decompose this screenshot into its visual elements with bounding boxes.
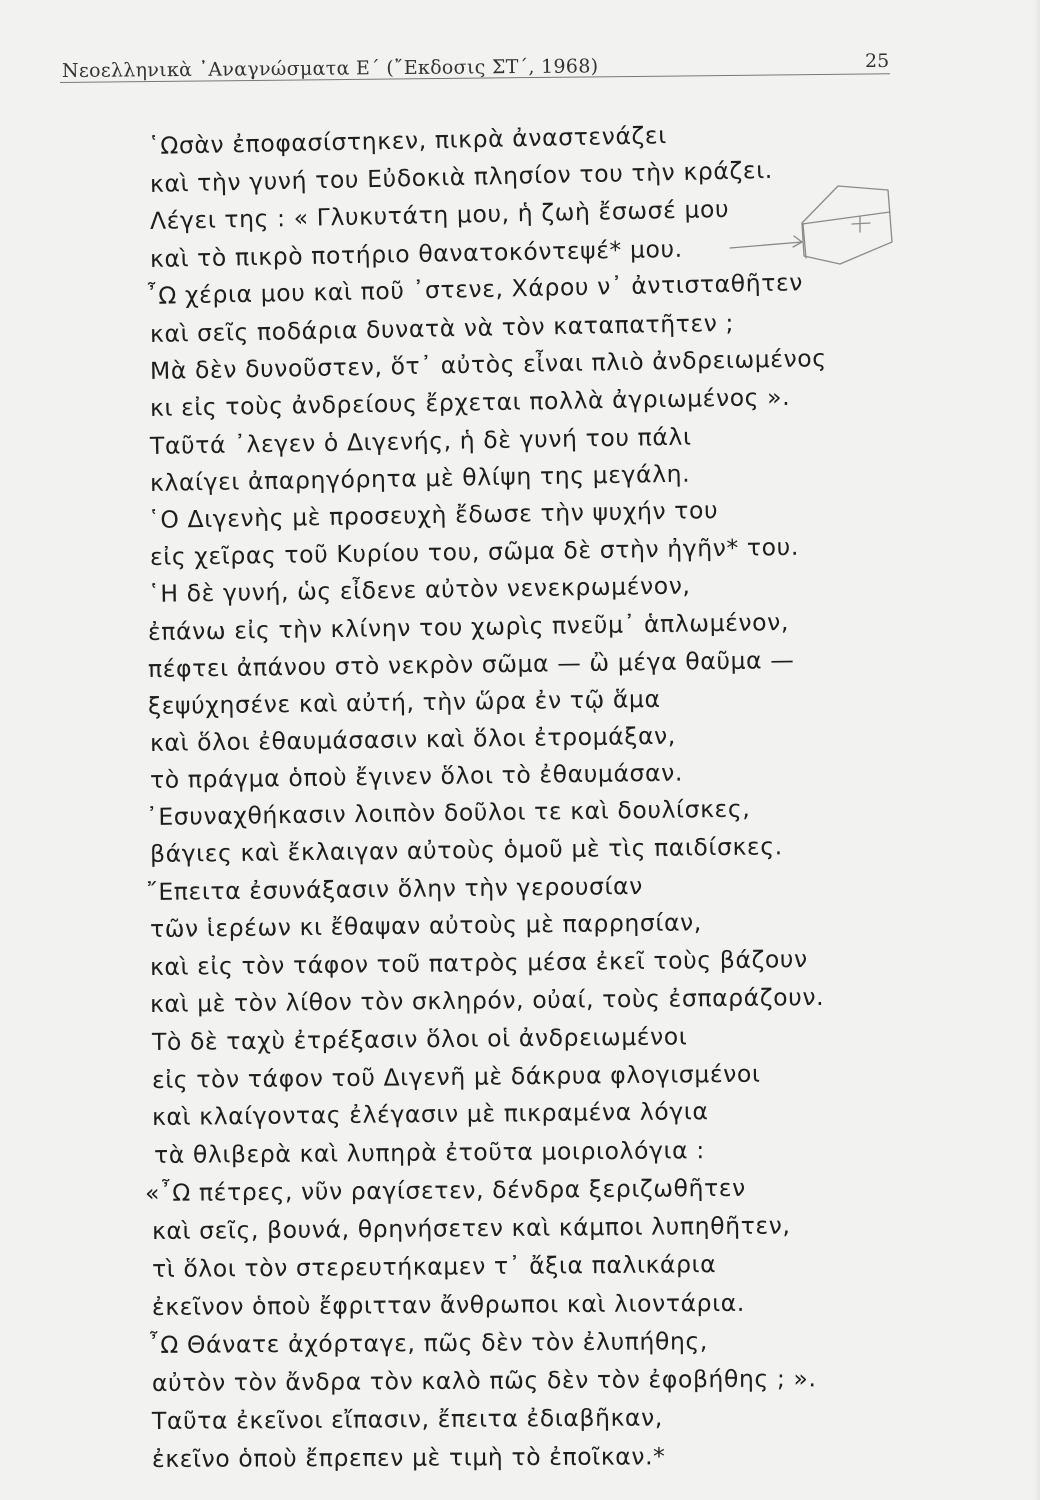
poem-line: ἐκεῖνον ὁποὺ ἔφριτταν ἄνθρωποι καὶ λιοντάρια. [151, 1288, 745, 1321]
poem-line: καὶ εἰς τὸν τάφον τοῦ πατρὸς μέσα ἐκεῖ τοὺς βάζουν [149, 944, 808, 981]
poem-line: Λέγει της : « Γλυκυτάτη μου, ἡ ζωὴ ἔσωσέ μου [149, 194, 730, 235]
running-header: Νεοελληνικὰ ᾿Αναγνώσματα Ε΄ (῎Εκδοσις ΣΤ΄, 1968) [61, 55, 599, 82]
poem-line: ἐκεῖνο ὁποὺ ἔπρεπεν μὲ τιμὴ τὸ ἐποῖκαν.* [151, 1442, 666, 1473]
poem-line: Ταῦτα ἐκεῖνοι εἴπασιν, ἔπειτα ἐδιαβῆκαν, [151, 1403, 663, 1435]
poem-line: καὶ κλαίγοντας ἐλέγασιν μὲ πικραμένα λόγια [151, 1097, 709, 1131]
poem-line: καὶ ὅλοι ἐθαυμάσασιν καὶ ὅλοι ἐτρομάξαν, [149, 721, 677, 757]
poem-line: καὶ τὸ πικρὸ ποτήριο θανατοκόντεψέ* μου. [149, 234, 683, 273]
poem-line: καὶ σεῖς, βουνά, θρηνήσετεν καὶ κάμποι λυπηθῆτεν, [151, 1211, 791, 1245]
page-edge-shadow [1034, 0, 1040, 1500]
poem-line: βάγιες καὶ ἔκλαιγαν αὐτοὺς ὁμοῦ μὲ τὶς παιδίσκες. [149, 832, 783, 868]
poem-line: ξεψύχησένε καὶ αὐτή, τὴν ὥρα ἐν τῷ ἅμα [147, 684, 661, 720]
poem-line: ῾Ο Διγενὴς μὲ προσευχὴ ἔδωσε τὴν ψυχήν του [147, 496, 719, 534]
poem-line: ῏Ω Θάνατε ἀχόρταγε, πῶς δὲν τὸν ἐλυπήθης, [147, 1327, 709, 1359]
poem-line: κλαίγει ἀπαρηγόρητα μὲ θλίψη της μεγάλη. [149, 459, 691, 497]
poem-line: καὶ τὴν γυνή του Εὐδοκιὰ πλησίον του τὴν κράζει. [149, 155, 774, 198]
poem-line: Ταῦτά ᾿λεγεν ὁ Διγενής, ἡ δὲ γυνή του πάλι [149, 422, 692, 460]
poem-line: τὶ ὅλοι τὸν στερευτήκαμεν τ᾿ ἄξια παλικάρια [151, 1250, 717, 1283]
poem-line: ἐπάνω εἰς τὴν κλίνην του χωρὶς πνεῦμ᾿ ἁπλωμένον, [147, 607, 790, 646]
poem-line: κι εἰς τοὺς ἀνδρείους ἔρχεται πολλὰ ἀγριωμένος ». [149, 382, 791, 422]
poem-line: εἰς τὸν τάφον τοῦ Διγενῆ μὲ δάκρυα φλογισμένοι [151, 1059, 761, 1094]
poem-line: ᾿Εσυναχθήκασιν λοιπὸν δοῦλοι τε καὶ δουλίσκες, [145, 794, 751, 831]
poem-line: καὶ σεῖς ποδάρια δυνατὰ νὰ τὸν καταπατῆτεν ; [149, 308, 735, 348]
poem-line: αὐτὸν τὸν ἄνδρα τὸν καλὸ πῶς δὲν τὸν ἐφοβήθης ; ». [151, 1364, 817, 1397]
poem-line: τῶν ἱερέων κι ἔθαψαν αὐτοὺς μὲ παρρησίαν, [149, 908, 703, 943]
poem-line: τὰ θλιβερὰ καὶ λυπηρὰ ἐτοῦτα μοιριολόγια : [153, 1136, 705, 1169]
poem-line: ῏Ω χέρια μου καὶ ποῦ ᾿στενε, Χάρου ν᾿ ἀντισταθῆτεν [145, 268, 804, 310]
poem-line: εἰς χεῖρας τοῦ Κυρίου του, σῶμα δὲ στὴν ἠγῆν* του. [149, 532, 800, 571]
coffin-sketch-icon [720, 168, 895, 268]
poem-line: ῎Επειτα ἐσυνάξασιν ὅλην τὴν γερουσίαν [145, 871, 644, 906]
page-number: 25 [865, 50, 890, 72]
poem-line: ῾Ωσὰν ἐποφασίστηκεν, πικρὰ ἀναστενάζει [147, 121, 668, 160]
poem-line: «῏Ω πέτρες, νῦν ραγίσετεν, δένδρα ξεριζωθῆτεν [144, 1173, 746, 1207]
poem-line: Μὰ δὲν δυνοῦστεν, ὅτ᾿ αὐτὸς εἶναι πλιὸ ἀνδρειωμένος [149, 344, 827, 385]
poem-line: καὶ μὲ τὸν λίθον τὸν σκληρόν, οὐαί, τοὺς ἐσπαράζουν. [149, 982, 825, 1018]
poem-line: Τὸ δὲ ταχὺ ἐτρέξασιν ὅλοι οἱ ἀνδρειωμένοι [151, 1022, 688, 1056]
poem-line: ῾Η δὲ γυνή, ὡς εἶδενε αὐτὸν νενεκρωμένον, [147, 571, 691, 608]
poem-line: τὸ πράγμα ὁποὺ ἔγινεν ὅλοι τὸ ἐθαυμάσαν. [149, 758, 684, 794]
poem-line: πέφτει ἀπάνου στὸ νεκρὸν σῶμα — ὢ μέγα θαῦμα — [147, 645, 795, 683]
